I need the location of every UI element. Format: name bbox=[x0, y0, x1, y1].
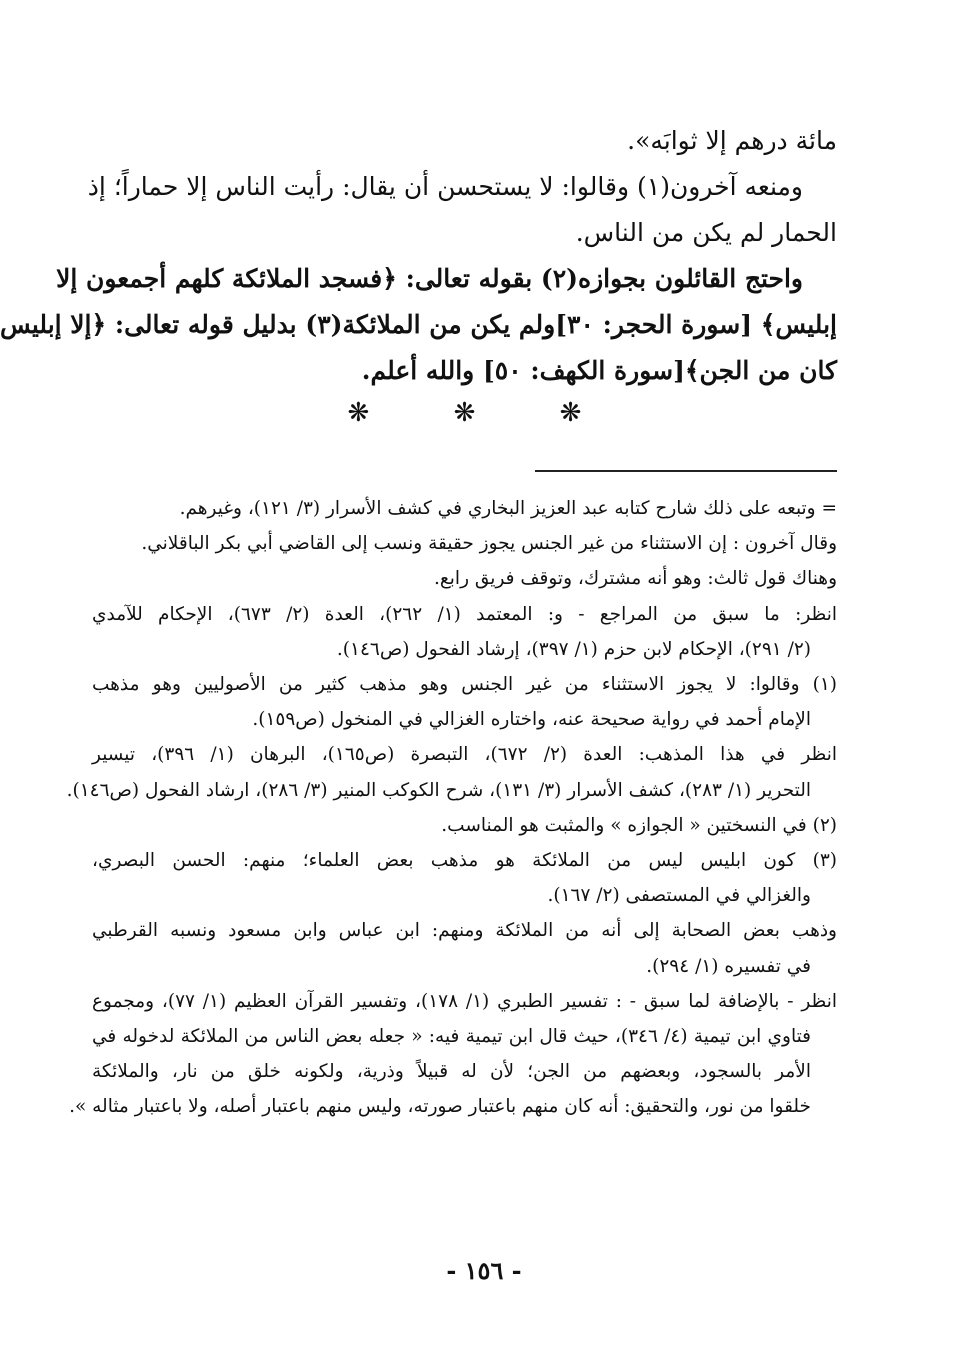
main-text-block bbox=[0, 118, 837, 428]
main-text-line: إبليس﴾ [سورة الحجر: ٣٠]ولم يكن من الملائكة(٣) بدليل قوله تعالى: ﴿إلا إبليس bbox=[0, 310, 837, 339]
page-number: - ١٥٦ - bbox=[446, 1256, 522, 1285]
footnote-line: (٣) كون ابليس ليس من الملائكة هو مذهب بعض العلماء؛ منهم: الحسن البصري، bbox=[92, 850, 837, 872]
footnote-line: انظر في هذا المذهب: العدة (٢/ ٦٧٢)، التبصرة (ص١٦٥)، البرهان (١/ ٣٩٦)، تيسير bbox=[92, 744, 837, 766]
footnote-line: خلقوا من نور، والتحقيق: أنه كان منهم باعتبار صورته، وليس منهم باعتبار أصله، ولا باعتبار مثاله ». bbox=[69, 1096, 811, 1118]
footnote-line: انظر: ما سبق من المراجع - و: المعتمد (١/ ٢٦٢)، العدة (٢/ ٦٧٣)، الإحكام للآمدي bbox=[92, 603, 838, 625]
main-text-line: كان من الجن﴾[سورة الكهف: ٥٠] والله أعلم. bbox=[361, 356, 837, 385]
asterism-icon: ❋ bbox=[453, 398, 476, 428]
footnote-line: وهناك قول ثالث: وهو أنه مشترك، وتوقف فريق رابع. bbox=[434, 568, 837, 590]
section-separator bbox=[92, 398, 837, 428]
footnote-line: والغزالي في المستصفى (٢/ ١٦٧). bbox=[547, 885, 811, 907]
main-text-line: واحتج القائلون بجوازه(٢) بقوله تعالى: ﴿فسجد الملائكة كلهم أجمعون إلا bbox=[56, 264, 803, 293]
footnote-line: الأمر بالسجود، وبعضهم من الجن؛ لأن له قبيلاً وذرية، ولكونه خلق من نار، والملائكة bbox=[92, 1061, 811, 1083]
asterism-icon: ❋ bbox=[559, 398, 582, 428]
footnote-line: التحرير (١/ ٢٨٣)، كشف الأسرار (٣/ ١٣١)، شرح الكوكب المنير (٣/ ٢٨٦)، ارشاد الفحول (ص١٤٦). bbox=[66, 779, 811, 801]
footnote-line: (٢) في النسختين « الجوازه » والمثبت هو المناسب. bbox=[441, 814, 837, 836]
footnote-line: (١) وقالوا: لا يجوز الاستثناء من غير الجنس وهو مذهب كثير من الأصوليين وهو مذهب bbox=[92, 674, 837, 696]
footnote-divider bbox=[535, 470, 837, 472]
main-text-line: ومنعه آخرون(١) وقالوا: لا يستحسن أن يقال: رأيت الناس إلا حماراً؛ إذ bbox=[87, 172, 803, 201]
footnote-line: فتاوي ابن تيمية (٤/ ٣٤٦)، حيث قال ابن تيمية فيه: « جعله بعض الناس من الملائكة لدخوله في bbox=[92, 1026, 812, 1048]
footnote-line: = وتبعه على ذلك شارح كتابه عبد العزيز البخاري في كشف الأسرار (٣/ ١٢١)، وغيرهم. bbox=[179, 498, 837, 519]
main-text-line: الحمار لم يكن من الناس. bbox=[575, 218, 837, 247]
footnotes-block bbox=[66, 491, 838, 1125]
footnote-line: في تفسيره (١/ ٢٩٤). bbox=[646, 955, 811, 977]
footnote-line: وذهب بعض الصحابة إلى أنه من الملائكة ومنهم: ابن عباس وابن مسعود ونسبه القرطبي bbox=[92, 920, 837, 942]
footnote-line: (٢/ ٢٩١)، الإحكام لابن حزم (١/ ٣٩٧)، إرشاد الفحول (ص١٤٦). bbox=[336, 638, 811, 660]
footnote-line: الإمام أحمد في رواية صحيحة عنه، واختاره الغزالي في المنخول (ص١٥٩). bbox=[252, 709, 811, 731]
footnote-line: انظر - بالإضافة لما سبق - : تفسير الطبري (١/ ١٧٨)، وتفسير القرآن العظيم (١/ ٧٧)، ومجموع bbox=[92, 990, 837, 1012]
footnote-line: وقال آخرون : إن الاستثناء من غير الجنس يجوز حقيقة ونسب إلى القاضي أبي بكر الباقلاني. bbox=[141, 533, 837, 555]
asterism-icon: ❋ bbox=[347, 398, 370, 428]
main-text-line: مائة درهم إلا ثوابَه». bbox=[627, 126, 837, 155]
